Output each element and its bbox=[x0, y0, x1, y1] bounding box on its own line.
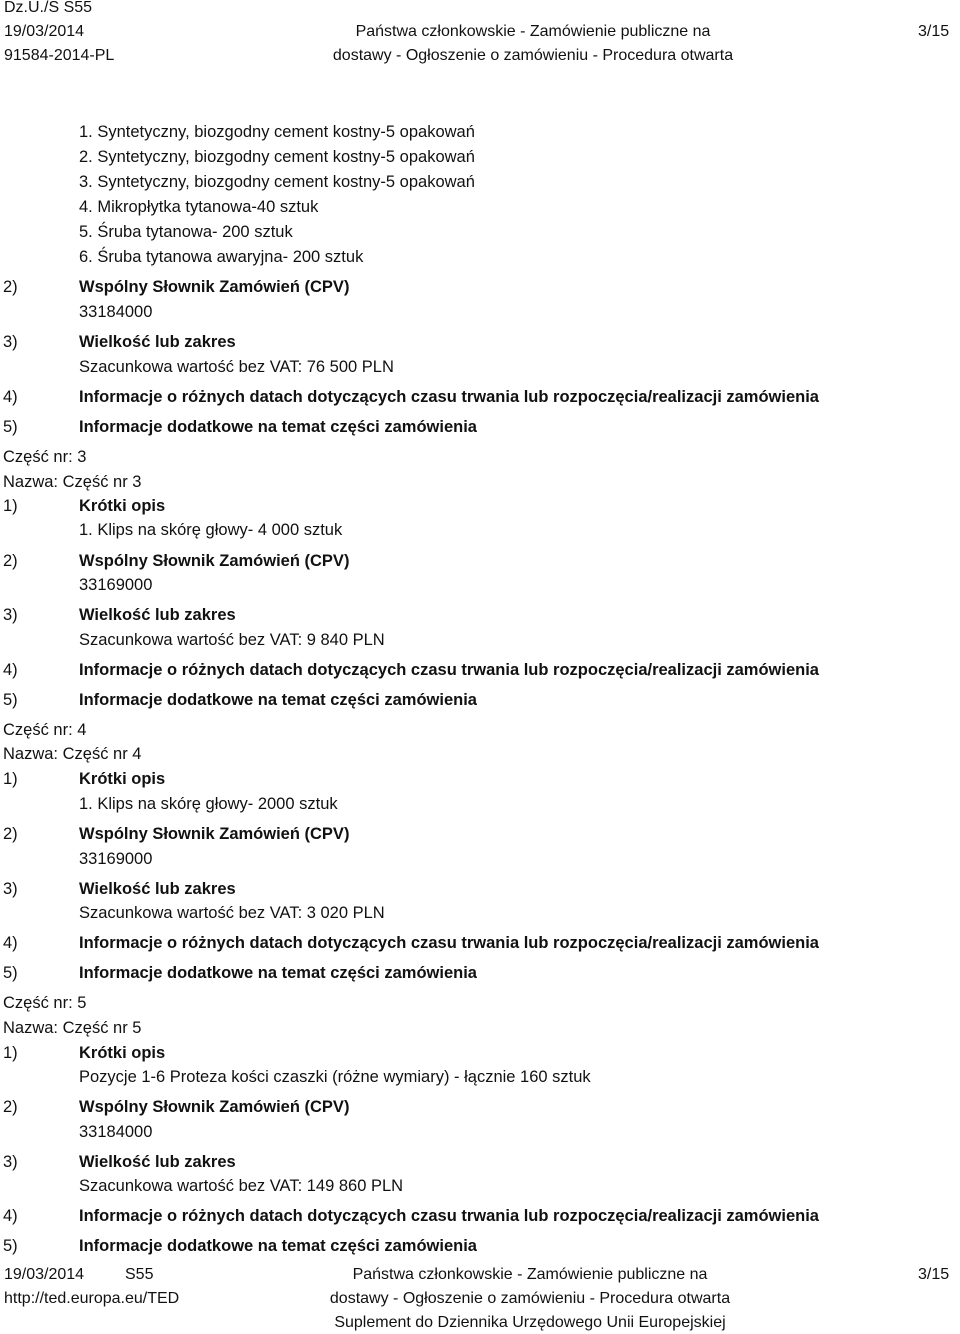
section-heading-scope: Wielkość lub zakres bbox=[79, 606, 236, 624]
cpv-code: 33169000 bbox=[79, 850, 153, 868]
cpv-code: 33184000 bbox=[79, 1123, 153, 1141]
section-heading-additional: Informacje dodatkowe na temat części zamówienia bbox=[79, 691, 477, 709]
section-heading-additional: Informacje dodatkowe na temat części zamówienia bbox=[79, 1237, 477, 1255]
footer-page-number: 3/15 bbox=[918, 1266, 950, 1283]
list-item: 6. Śruba tytanowa awaryjna- 200 sztuk bbox=[79, 248, 364, 266]
part-description: Pozycje 1-6 Proteza kości czaszki (różne wymiary) - łącznie 160 sztuk bbox=[79, 1068, 591, 1086]
estimated-value: Szacunkowa wartość bez VAT: 149 860 PLN bbox=[79, 1177, 404, 1195]
section-heading-description: Krótki opis bbox=[79, 1044, 166, 1062]
section-number: 4) bbox=[3, 388, 18, 406]
list-item: 1. Syntetyczny, biozgodny cement kostny-5 opakowań bbox=[79, 123, 475, 141]
section-number: 1) bbox=[3, 497, 18, 515]
section-number: 2) bbox=[3, 825, 18, 843]
estimated-value: Szacunkowa wartość bez VAT: 9 840 PLN bbox=[79, 631, 385, 649]
part-number: Część nr: 3 bbox=[3, 448, 87, 466]
section-heading-scope: Wielkość lub zakres bbox=[79, 880, 236, 898]
header-title-line1: Państwa członkowskie - Zamówienie publiczne na bbox=[355, 23, 711, 40]
section-number: 5) bbox=[3, 691, 18, 709]
list-item: 5. Śruba tytanowa- 200 sztuk bbox=[79, 223, 293, 241]
section-heading-description: Krótki opis bbox=[79, 497, 166, 515]
footer-title-line2: dostawy - Ogłoszenie o zamówieniu - Procedura otwarta bbox=[329, 1290, 731, 1307]
part-number: Część nr: 4 bbox=[3, 721, 87, 739]
section-heading-dates: Informacje o różnych datach dotyczących czasu trwania lub rozpoczęcia/realizacji zamówienia bbox=[79, 388, 819, 406]
section-heading-dates: Informacje o różnych datach dotyczących czasu trwania lub rozpoczęcia/realizacji zamówienia bbox=[79, 934, 819, 952]
section-heading-additional: Informacje dodatkowe na temat części zamówienia bbox=[79, 418, 477, 436]
section-number: 4) bbox=[3, 1207, 18, 1225]
footer-url[interactable]: http://ted.europa.eu/TED bbox=[4, 1290, 180, 1307]
part-name: Nazwa: Część nr 4 bbox=[3, 745, 142, 763]
section-heading-cpv: Wspólny Słownik Zamówień (CPV) bbox=[79, 825, 350, 843]
section-heading-additional: Informacje dodatkowe na temat części zamówienia bbox=[79, 964, 477, 982]
section-number: 5) bbox=[3, 964, 18, 982]
header-page-number: 3/15 bbox=[918, 23, 950, 40]
section-heading-cpv: Wspólny Słownik Zamówień (CPV) bbox=[79, 1098, 350, 1116]
section-number: 2) bbox=[3, 552, 18, 570]
section-heading-cpv: Wspólny Słownik Zamówień (CPV) bbox=[79, 552, 350, 570]
section-heading-scope: Wielkość lub zakres bbox=[79, 333, 236, 351]
section-number: 1) bbox=[3, 1044, 18, 1062]
section-number: 5) bbox=[3, 1237, 18, 1255]
cpv-code: 33169000 bbox=[79, 576, 153, 594]
list-item: 3. Syntetyczny, biozgodny cement kostny-5 opakowań bbox=[79, 173, 475, 191]
section-number: 3) bbox=[3, 333, 18, 351]
section-heading-dates: Informacje o różnych datach dotyczących czasu trwania lub rozpoczęcia/realizacji zamówienia bbox=[79, 661, 819, 679]
section-number: 4) bbox=[3, 661, 18, 679]
footer-series: S55 bbox=[125, 1266, 154, 1283]
section-heading-dates: Informacje o różnych datach dotyczących czasu trwania lub rozpoczęcia/realizacji zamówienia bbox=[79, 1207, 819, 1225]
part-name: Nazwa: Część nr 5 bbox=[3, 1019, 142, 1037]
section-number: 5) bbox=[3, 418, 18, 436]
section-heading-cpv: Wspólny Słownik Zamówień (CPV) bbox=[79, 278, 350, 296]
header-title-line2: dostawy - Ogłoszenie o zamówieniu - Procedura otwarta bbox=[332, 47, 734, 64]
section-number: 3) bbox=[3, 1153, 18, 1171]
section-number: 2) bbox=[3, 278, 18, 296]
section-number: 2) bbox=[3, 1098, 18, 1116]
cpv-code: 33184000 bbox=[79, 303, 153, 321]
part-number: Część nr: 5 bbox=[3, 994, 87, 1012]
section-number: 1) bbox=[3, 770, 18, 788]
footer-title-line1: Państwa członkowskie - Zamówienie publiczne na bbox=[352, 1266, 708, 1283]
part-name: Nazwa: Część nr 3 bbox=[3, 473, 142, 491]
estimated-value: Szacunkowa wartość bez VAT: 3 020 PLN bbox=[79, 904, 385, 922]
notice-id: 91584-2014-PL bbox=[4, 47, 115, 64]
list-item: 4. Mikropłytka tytanowa-40 sztuk bbox=[79, 198, 319, 216]
header-date: 19/03/2014 bbox=[4, 23, 85, 40]
section-heading-scope: Wielkość lub zakres bbox=[79, 1153, 236, 1171]
list-item: 2. Syntetyczny, biozgodny cement kostny-5 opakowań bbox=[79, 148, 475, 166]
footer-title-line3: Suplement do Dziennika Urzędowego Unii Europejskiej bbox=[334, 1314, 726, 1331]
section-number: 3) bbox=[3, 880, 18, 898]
journal-ref: Dz.U./S S55 bbox=[4, 0, 93, 16]
section-heading-description: Krótki opis bbox=[79, 770, 166, 788]
section-number: 4) bbox=[3, 934, 18, 952]
estimated-value: Szacunkowa wartość bez VAT: 76 500 PLN bbox=[79, 358, 394, 376]
part-description: 1. Klips na skórę głowy- 4 000 sztuk bbox=[79, 521, 343, 539]
footer-date: 19/03/2014 bbox=[4, 1266, 85, 1283]
part-description: 1. Klips na skórę głowy- 2000 sztuk bbox=[79, 795, 338, 813]
section-number: 3) bbox=[3, 606, 18, 624]
